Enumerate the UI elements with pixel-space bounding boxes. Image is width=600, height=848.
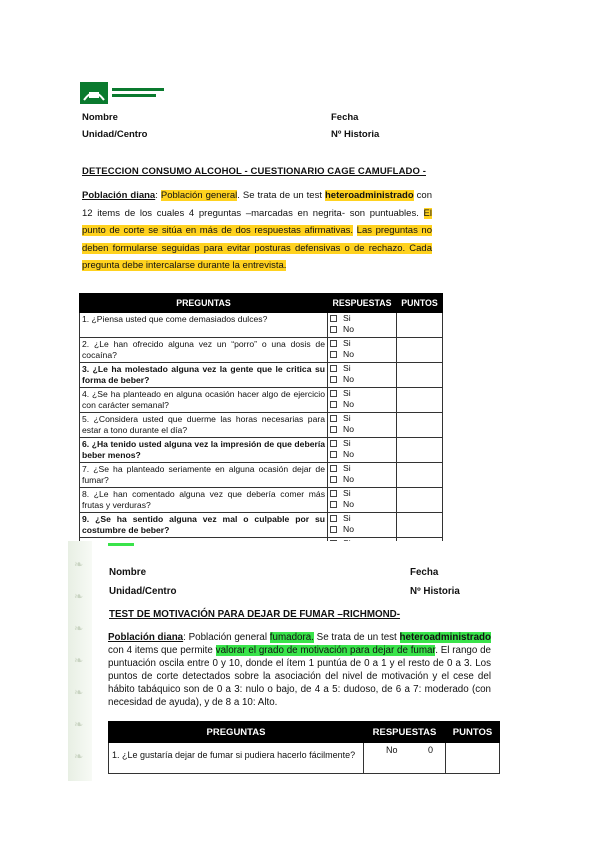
table-row xyxy=(80,463,443,488)
highlight-preguntas: Las preguntas no deben formularse seguidas para evitar posturas defensivas o de rechazo. Cada pregunta debe intercalarse durante la entrevista. xyxy=(82,225,433,271)
highlight-fumadora: fumadora. xyxy=(269,632,314,643)
option-no[interactable] xyxy=(328,324,396,335)
watermark-icon: ❧ xyxy=(74,559,84,571)
checkbox-icon xyxy=(330,515,337,522)
option-si-label: Si xyxy=(343,388,351,398)
fecha-label: Fecha xyxy=(331,112,359,123)
points-cell xyxy=(397,388,443,413)
question-2: 2. ¿Le han ofrecido alguna vez un “porro” o una dosis de cocaína? xyxy=(82,339,325,360)
option-no[interactable] xyxy=(328,349,396,360)
nombre-label-2: Nombre xyxy=(109,567,147,578)
question-9: 9. ¿Se ha sentido alguna vez mal o culpable por su costumbre de beber? xyxy=(82,514,325,535)
richmond-answer-points: 0 xyxy=(427,745,433,755)
nombre-label: Nombre xyxy=(82,112,118,123)
option-no-label: No xyxy=(343,324,354,334)
table-row xyxy=(80,438,443,463)
richmond-table xyxy=(108,721,500,774)
option-no[interactable] xyxy=(328,499,396,510)
option-no[interactable] xyxy=(328,474,396,485)
header-preguntas-2: PREGUNTAS xyxy=(109,722,364,743)
junta-andalucia-logo xyxy=(80,82,170,106)
table-row xyxy=(80,388,443,413)
checkbox-icon xyxy=(330,365,337,372)
intro2-text-a: : Población general xyxy=(183,632,268,643)
richmond-title: TEST DE MOTIVACIÓN PARA DEJAR DE FUMAR –RICHMOND- xyxy=(109,609,401,620)
checkbox-icon xyxy=(330,465,337,472)
checkbox-icon xyxy=(330,526,337,533)
points-cell[interactable] xyxy=(397,513,443,538)
option-si-label: Si xyxy=(343,513,351,523)
question-7: 7. ¿Se ha planteado seriamente en alguna ocasión dejar de fumar? xyxy=(82,464,325,485)
option-si[interactable] xyxy=(328,413,396,424)
intro2-text-d: . El rango de puntuación oscila entre 0 y 10, donde el ítem 1 puntúa de 0 a 1 y el resto de 0 a 3. Los puntos de corte detectados sobre la asociación del nivel de motivación y el cese del hábito tabáquico son de 0 a 3: nulo o bajo, de 4 a 5: dudoso, de 6 a 7: moderado (con necesidad de ayuda), y de 8 a 10: Alto. xyxy=(108,645,491,708)
richmond-question-1: 1. ¿Le gustaría dejar de fumar si pudiera hacerlo fácilmente? xyxy=(112,750,356,760)
table-row xyxy=(80,413,443,438)
question-1: 1. ¿Piensa usted que come demasiados dulces? xyxy=(82,314,268,324)
intro2-text-c: con 4 items que permite xyxy=(108,645,213,656)
checkbox-icon xyxy=(330,326,337,333)
table-row xyxy=(80,338,443,363)
watermark-icon: ❧ xyxy=(74,751,84,763)
option-no-label: No xyxy=(343,349,354,359)
checkbox-icon xyxy=(330,451,337,458)
intro-text-b: con 12 items de los cuales 4 preguntas –marcadas en negrita- son puntuables. xyxy=(82,190,432,219)
option-si[interactable] xyxy=(328,438,396,449)
option-no-label: No xyxy=(343,449,354,459)
option-no[interactable] xyxy=(328,449,396,460)
points-cell xyxy=(397,488,443,513)
checkbox-icon xyxy=(330,440,337,447)
checkbox-icon xyxy=(330,490,337,497)
points-cell[interactable] xyxy=(446,743,500,774)
option-si[interactable] xyxy=(328,338,396,349)
poblacion-diana-label: Población diana xyxy=(82,190,156,201)
unidad-centro-label: Unidad/Centro xyxy=(82,129,148,140)
option-si-label: Si xyxy=(343,338,351,348)
points-cell xyxy=(397,463,443,488)
highlight-punto-corte: El punto de corte se sitúa en más de dos respuestas afirmativas. xyxy=(82,207,432,236)
points-cell[interactable] xyxy=(397,438,443,463)
checkbox-icon xyxy=(330,501,337,508)
option-si[interactable] xyxy=(328,363,396,374)
table-row xyxy=(80,513,443,538)
watermark-icon: ❧ xyxy=(74,655,84,667)
header-respuestas-2: RESPUESTAS xyxy=(364,722,446,743)
option-si[interactable] xyxy=(328,388,396,399)
option-no-label: No xyxy=(343,499,354,509)
option-no-label: No xyxy=(343,524,354,534)
checkbox-icon xyxy=(330,415,337,422)
header-respuestas: RESPUESTAS xyxy=(328,294,397,313)
historia-label: Nº Historia xyxy=(331,129,380,140)
option-no[interactable] xyxy=(328,524,396,535)
header-puntos-2: PUNTOS xyxy=(446,722,500,743)
question-5: 5. ¿Considera usted que duerme las horas necesarias para estar a tono durante el día? xyxy=(82,414,325,435)
option-no-label: No xyxy=(343,399,354,409)
watermark-icon: ❧ xyxy=(74,591,84,603)
option-si-label: Si xyxy=(343,438,351,448)
watermark-icon: ❧ xyxy=(74,719,84,731)
option-no[interactable] xyxy=(328,399,396,410)
cage-table xyxy=(79,293,443,563)
checkbox-icon xyxy=(330,315,337,322)
table-row xyxy=(109,743,500,774)
question-3: 3. ¿Le ha molestado alguna vez la gente que le critica su forma de beber? xyxy=(82,364,325,385)
option-si-label: Si xyxy=(343,313,351,323)
colon: : xyxy=(155,190,158,201)
points-cell xyxy=(397,338,443,363)
highlight-motivacion: valorar el grado de motivación para dejar de fumar xyxy=(215,645,436,656)
intro-text-a: . Se trata de un test xyxy=(237,190,322,201)
highlight-heteroadministrado: heteroadministrado xyxy=(324,190,414,201)
option-no-label: No xyxy=(343,424,354,434)
option-si-label: Si xyxy=(343,413,351,423)
option-no[interactable] xyxy=(328,374,396,385)
checkbox-icon xyxy=(330,401,337,408)
option-si-label: Si xyxy=(343,488,351,498)
option-no-label: No xyxy=(343,474,354,484)
fecha-label-2: Fecha xyxy=(410,567,439,578)
table-row xyxy=(80,488,443,513)
checkbox-icon xyxy=(330,390,337,397)
option-si-label: Si xyxy=(343,463,351,473)
header-puntos: PUNTOS xyxy=(397,294,443,313)
points-cell[interactable] xyxy=(397,363,443,388)
header-preguntas: PREGUNTAS xyxy=(80,294,328,313)
highlight-heteroadministrado-2: heteroadministrado xyxy=(399,632,491,643)
points-cell xyxy=(397,313,443,338)
watermark-band xyxy=(68,541,92,781)
historia-label-2: Nº Historia xyxy=(410,586,460,597)
checkbox-icon xyxy=(330,340,337,347)
table-row xyxy=(80,363,443,388)
points-cell xyxy=(397,413,443,438)
checkbox-icon xyxy=(330,376,337,383)
option-si[interactable] xyxy=(328,513,396,524)
green-accent-bar xyxy=(108,543,134,546)
option-no[interactable] xyxy=(328,424,396,435)
option-si[interactable] xyxy=(328,313,396,324)
option-si[interactable] xyxy=(328,488,396,499)
cage-title: DETECCION CONSUMO ALCOHOL - CUESTIONARIO CAGE CAMUFLADO - xyxy=(82,166,426,177)
option-si[interactable] xyxy=(328,463,396,474)
intro2-text-b: Se trata de un test xyxy=(316,632,397,643)
checkbox-icon xyxy=(330,351,337,358)
watermark-icon: ❧ xyxy=(74,687,84,699)
unidad-centro-label-2: Unidad/Centro xyxy=(109,586,177,597)
table-row xyxy=(80,313,443,338)
cage-intro xyxy=(82,187,432,275)
checkbox-icon xyxy=(330,426,337,433)
watermark-icon: ❧ xyxy=(74,623,84,635)
checkbox-icon xyxy=(330,476,337,483)
poblacion-diana-label-2: Población diana xyxy=(108,632,184,643)
question-6: 6. ¿Ha tenido usted alguna vez la impresión de que debería beber menos? xyxy=(82,439,325,460)
option-si-label: Si xyxy=(343,363,351,373)
highlight-poblacion-general: Población general xyxy=(160,190,238,201)
richmond-intro xyxy=(108,631,491,709)
richmond-answer: No xyxy=(386,745,398,755)
question-8: 8. ¿Le han comentado alguna vez que debería comer más frutas y verduras? xyxy=(82,489,325,510)
option-no-label: No xyxy=(343,374,354,384)
richmond-answer-cell[interactable] xyxy=(364,743,445,755)
question-4: 4. ¿Se ha planteado en alguna ocasión hacer algo de ejercicio con carácter semanal? xyxy=(82,389,325,410)
